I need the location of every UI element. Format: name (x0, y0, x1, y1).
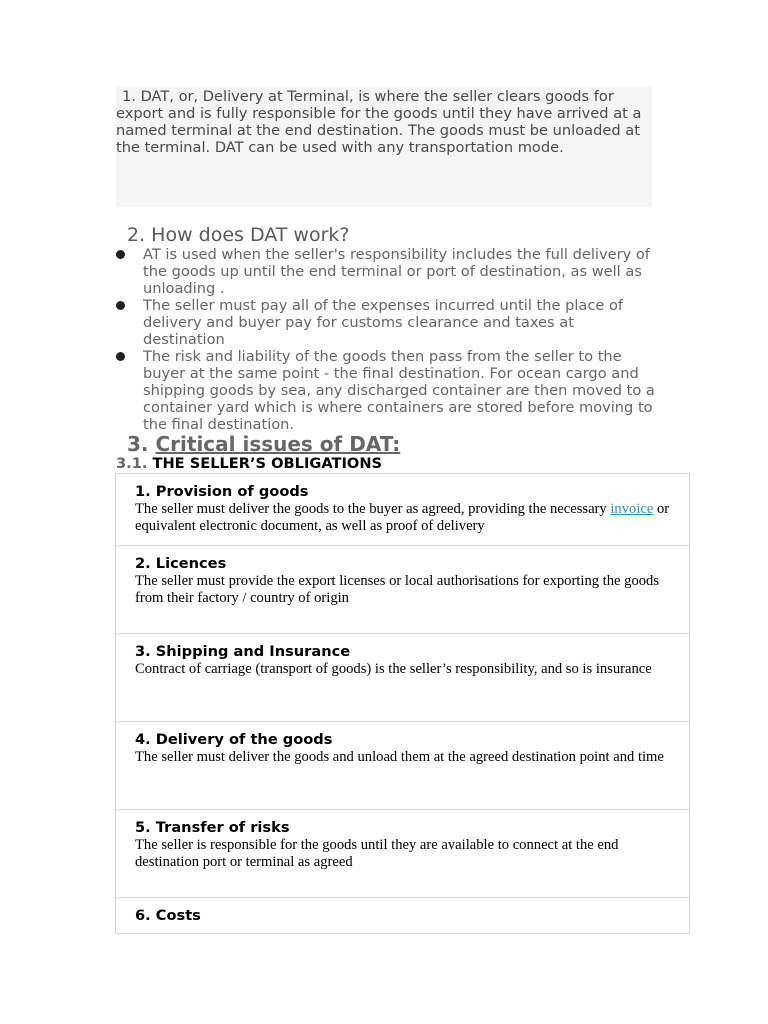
bullet-icon (116, 250, 125, 259)
bullet-icon (116, 301, 125, 310)
subsection-heading-seller-obligations (116, 455, 382, 473)
section-title: Critical issues of DAT: (155, 432, 401, 456)
obligation-text: The seller must deliver the goods and unload them at the agreed destination point and time (135, 749, 664, 765)
obligations-table (115, 473, 690, 934)
obligation-title: 4. Delivery of the goods (135, 731, 333, 748)
subsection-title: THE SELLER’S OBLIGATIONS (152, 455, 383, 472)
obligation-row-shipping-insurance (116, 633, 689, 721)
section-number: 3. (127, 432, 149, 456)
obligation-text-before-link: The seller must deliver the goods to the buyer as agreed, providing the necessary (135, 501, 611, 517)
section-heading-how-dat-works: 2. How does DAT work? (127, 224, 350, 246)
obligation-row-provision-of-goods (116, 474, 689, 545)
obligation-row-transfer-of-risks (116, 809, 689, 897)
intro-box (116, 87, 652, 207)
obligation-title: 6. Costs (135, 907, 201, 924)
intro-paragraph: 1. DAT, or, Delivery at Terminal, is where the seller clears goods for export and is fully responsible for the goods until they have arrived at a named terminal at the end destination. The goods must be unloaded at the terminal. DAT can be used with any transportation mode. (116, 88, 642, 156)
bullet-icon (116, 352, 125, 361)
obligation-row-delivery-of-goods (116, 721, 689, 809)
obligation-text-after-link: or equivalent electronic document, as well as proof of delivery (135, 501, 670, 534)
section-heading-critical-issues (127, 431, 400, 457)
obligation-title: 3. Shipping and Insurance (135, 643, 351, 660)
dat-bullet-list (116, 246, 656, 433)
list-item-text: AT is used when the seller's responsibility includes the full delivery of the goods up until the end terminal or port of destination, as well as unloading . (143, 246, 650, 297)
invoice-link[interactable]: invoice (610, 501, 654, 517)
subsection-number: 3.1. (116, 455, 148, 472)
obligation-text (135, 501, 671, 535)
obligation-title: 5. Transfer of risks (135, 819, 290, 836)
list-item-text: The seller must pay all of the expenses incurred until the place of delivery and buyer pay for customs clearance and taxes at destination (143, 297, 624, 348)
list-item (116, 297, 656, 348)
list-item-text: The risk and liability of the goods then pass from the seller to the buyer at the same point - the final destination. For ocean cargo and shipping goods by sea, any discharged container are then moved to a container yard which is where containers are stored before moving to the final destination. (143, 348, 655, 433)
obligation-title: 1. Provision of goods (135, 483, 309, 500)
list-item (116, 246, 656, 297)
list-item (116, 348, 656, 433)
obligation-row-licences (116, 545, 689, 633)
obligation-row-costs (116, 897, 689, 933)
obligation-text: The seller is responsible for the goods until they are available to connect at the end destination port or terminal as agreed (135, 837, 619, 870)
obligation-text: The seller must provide the export licenses or local authorisations for exporting the goods from their factory / country of origin (135, 573, 660, 606)
obligation-text: Contract of carriage (transport of goods) is the seller’s responsibility, and so is insurance (135, 661, 652, 677)
obligation-title: 2. Licences (135, 555, 227, 572)
